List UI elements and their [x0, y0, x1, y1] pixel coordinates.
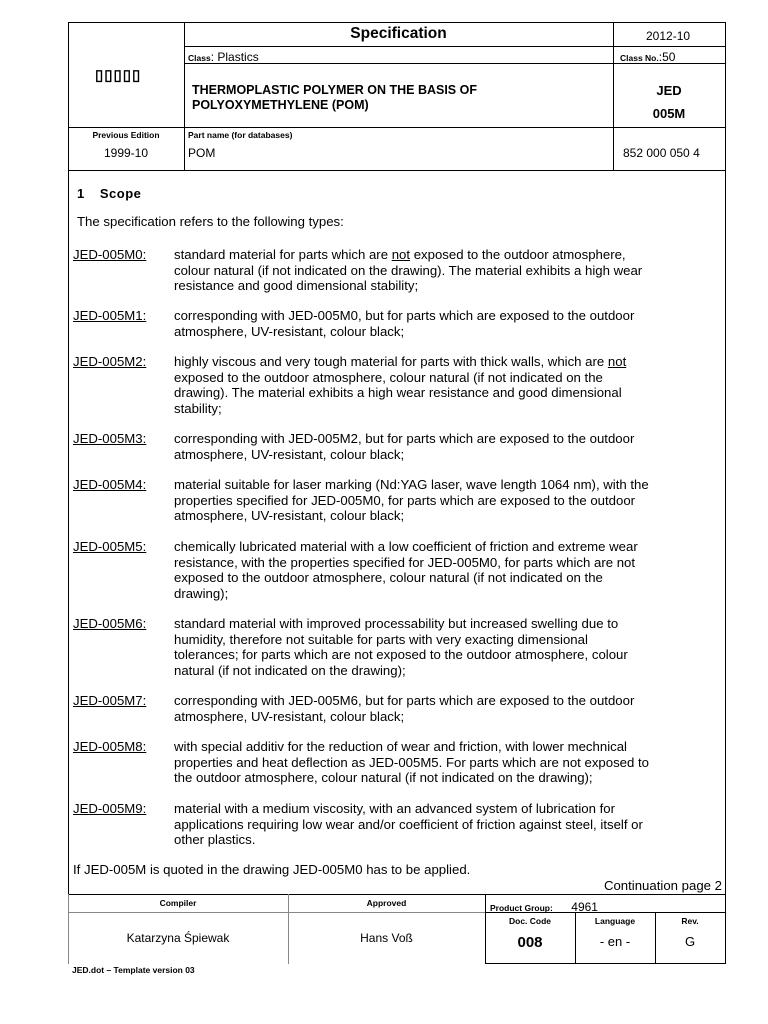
doc-id-line1: JED: [656, 83, 682, 98]
scope-heading: [77, 186, 141, 201]
left-border: [68, 170, 69, 895]
class-field: [188, 48, 259, 66]
entry-text-m1: corresponding with JED-005M0, but for parts which are exposed to the outdoor atmosphere, UV-resistant, colour black;: [174, 308, 635, 339]
part-name-value: POM: [188, 146, 216, 160]
material-title: [192, 83, 477, 113]
language-value: - en -: [599, 934, 631, 949]
entry-text-m8: with special additiv for the reduction of wear and friction, with lower mechnical properties and heat deflection as JED-005M5. For parts which are not exposed to the outdoor atmosphere, colour natural (if not indicated on the drawing);: [174, 739, 650, 785]
language-label: Language: [594, 916, 636, 926]
entry-label-m2: JED-005M2:: [73, 354, 147, 369]
entry-label-m3: JED-005M3:: [73, 431, 147, 446]
material-title-line1: THERMOPLASTIC POLYMER ON THE BASIS OF: [192, 83, 477, 97]
entry-label-m0: JED-005M0:: [73, 247, 147, 262]
entry-label-m8: JED-005M8:: [73, 739, 147, 754]
entry-label-m9: JED-005M9:: [73, 801, 147, 816]
document-title: Specification: [350, 25, 447, 42]
doc-code-value: 008: [517, 934, 543, 951]
product-group-value: 4961: [571, 900, 598, 914]
product-group-label: Product Group:: [490, 903, 553, 913]
right-border: [725, 170, 726, 895]
template-note: JED.dot – Template version 03: [72, 965, 195, 975]
entry-label-m6: JED-005M6:: [73, 616, 147, 631]
entry-text-m9: material with a medium viscosity, with an advanced system of lubrication for applications requiring low wear and/or coefficient of friction against steel, itself or other plastics.: [174, 801, 643, 847]
scope-heading-number: 1: [77, 186, 85, 201]
entry-text-m4: material suitable for laser marking (Nd:YAG laser, wave length 1064 nm), with the properties specified for JED-005M0, for parts which are exposed to the outdoor atmosphere, UV-resistant, colour black;: [174, 477, 649, 523]
rev-value: G: [684, 934, 696, 949]
document-date: 2012-10: [646, 29, 691, 43]
entry-text-m0: standard material for parts which are not exposed to the outdoor atmosphere, colour natural (if not indicated on the drawing). The material exhibits a high wear resistance and good dimensional stability;: [174, 247, 643, 293]
doc-id: [613, 83, 725, 121]
entry-label-m5: JED-005M5:: [73, 539, 147, 554]
compiler-value: Katarzyna Śpiewak: [126, 931, 230, 945]
compiler-label: Compiler: [159, 898, 197, 908]
scope-intro: The specification refers to the following types:: [77, 214, 344, 229]
material-title-line2: POLYOXYMETHYLENE (POM): [192, 98, 369, 112]
entry-text-m2: highly viscous and very tough material for parts with thick walls, which are not exposed to the outdoor atmosphere, colour natural (if not indicated on the drawing). The material exhibits a high wear resistance and good dimensional stability;: [174, 354, 627, 416]
class-no-field: [620, 48, 675, 66]
class-label: Class: [188, 53, 211, 63]
doc-code-label: Doc. Code: [508, 916, 552, 926]
product-group-field: [490, 898, 598, 916]
previous-edition-value: 1999-10: [103, 146, 149, 160]
scope-closing: If JED-005M is quoted in the drawing JED-005M0 has to be applied.: [73, 862, 471, 877]
scope-heading-text: Scope: [99, 186, 142, 201]
company-logo: ▯▯▯▯▯: [95, 67, 142, 84]
continuation-note: Continuation page 2: [603, 878, 722, 893]
entry-text-m7: corresponding with JED-005M6, but for parts which are exposed to the outdoor atmosphere, UV-resistant, colour black;: [174, 693, 635, 724]
entry-label-m1: JED-005M1:: [73, 308, 147, 323]
class-value: : Plastics: [210, 50, 259, 64]
entry-text-m3: corresponding with JED-005M2, but for parts which are exposed to the outdoor atmosphere, UV-resistant, colour black;: [174, 431, 635, 462]
part-number: 852 000 050 4: [623, 146, 700, 160]
entry-text-m5: chemically lubricated material with a low coefficient of friction and extreme wear resistance, with the properties specified for JED-005M0, for parts which are not exposed to the outdoor atmosphere, colour natural (if not indicated on the drawing);: [174, 539, 638, 601]
approved-label: Approved: [366, 898, 407, 908]
part-name-label: Part name (for databases): [188, 130, 293, 140]
entry-text-m6: standard material with improved processability but increased swelling due to humidity, therefore not suitable for parts with very exacting dimensional tolerances; for parts which are not exposed to the outdoor atmosphere, colour natural (if not indicated on the drawing);: [174, 616, 628, 678]
approved-value: Hans Voß: [360, 931, 413, 945]
rev-label: Rev.: [681, 916, 699, 926]
entry-label-m4: JED-005M4:: [73, 477, 147, 492]
entry-label-m7: JED-005M7:: [73, 693, 147, 708]
class-no-value: :50: [658, 50, 676, 64]
previous-edition-label: Previous Edition: [92, 130, 160, 140]
class-no-label: Class No.: [620, 53, 659, 63]
doc-id-line2: 005M: [652, 106, 686, 121]
